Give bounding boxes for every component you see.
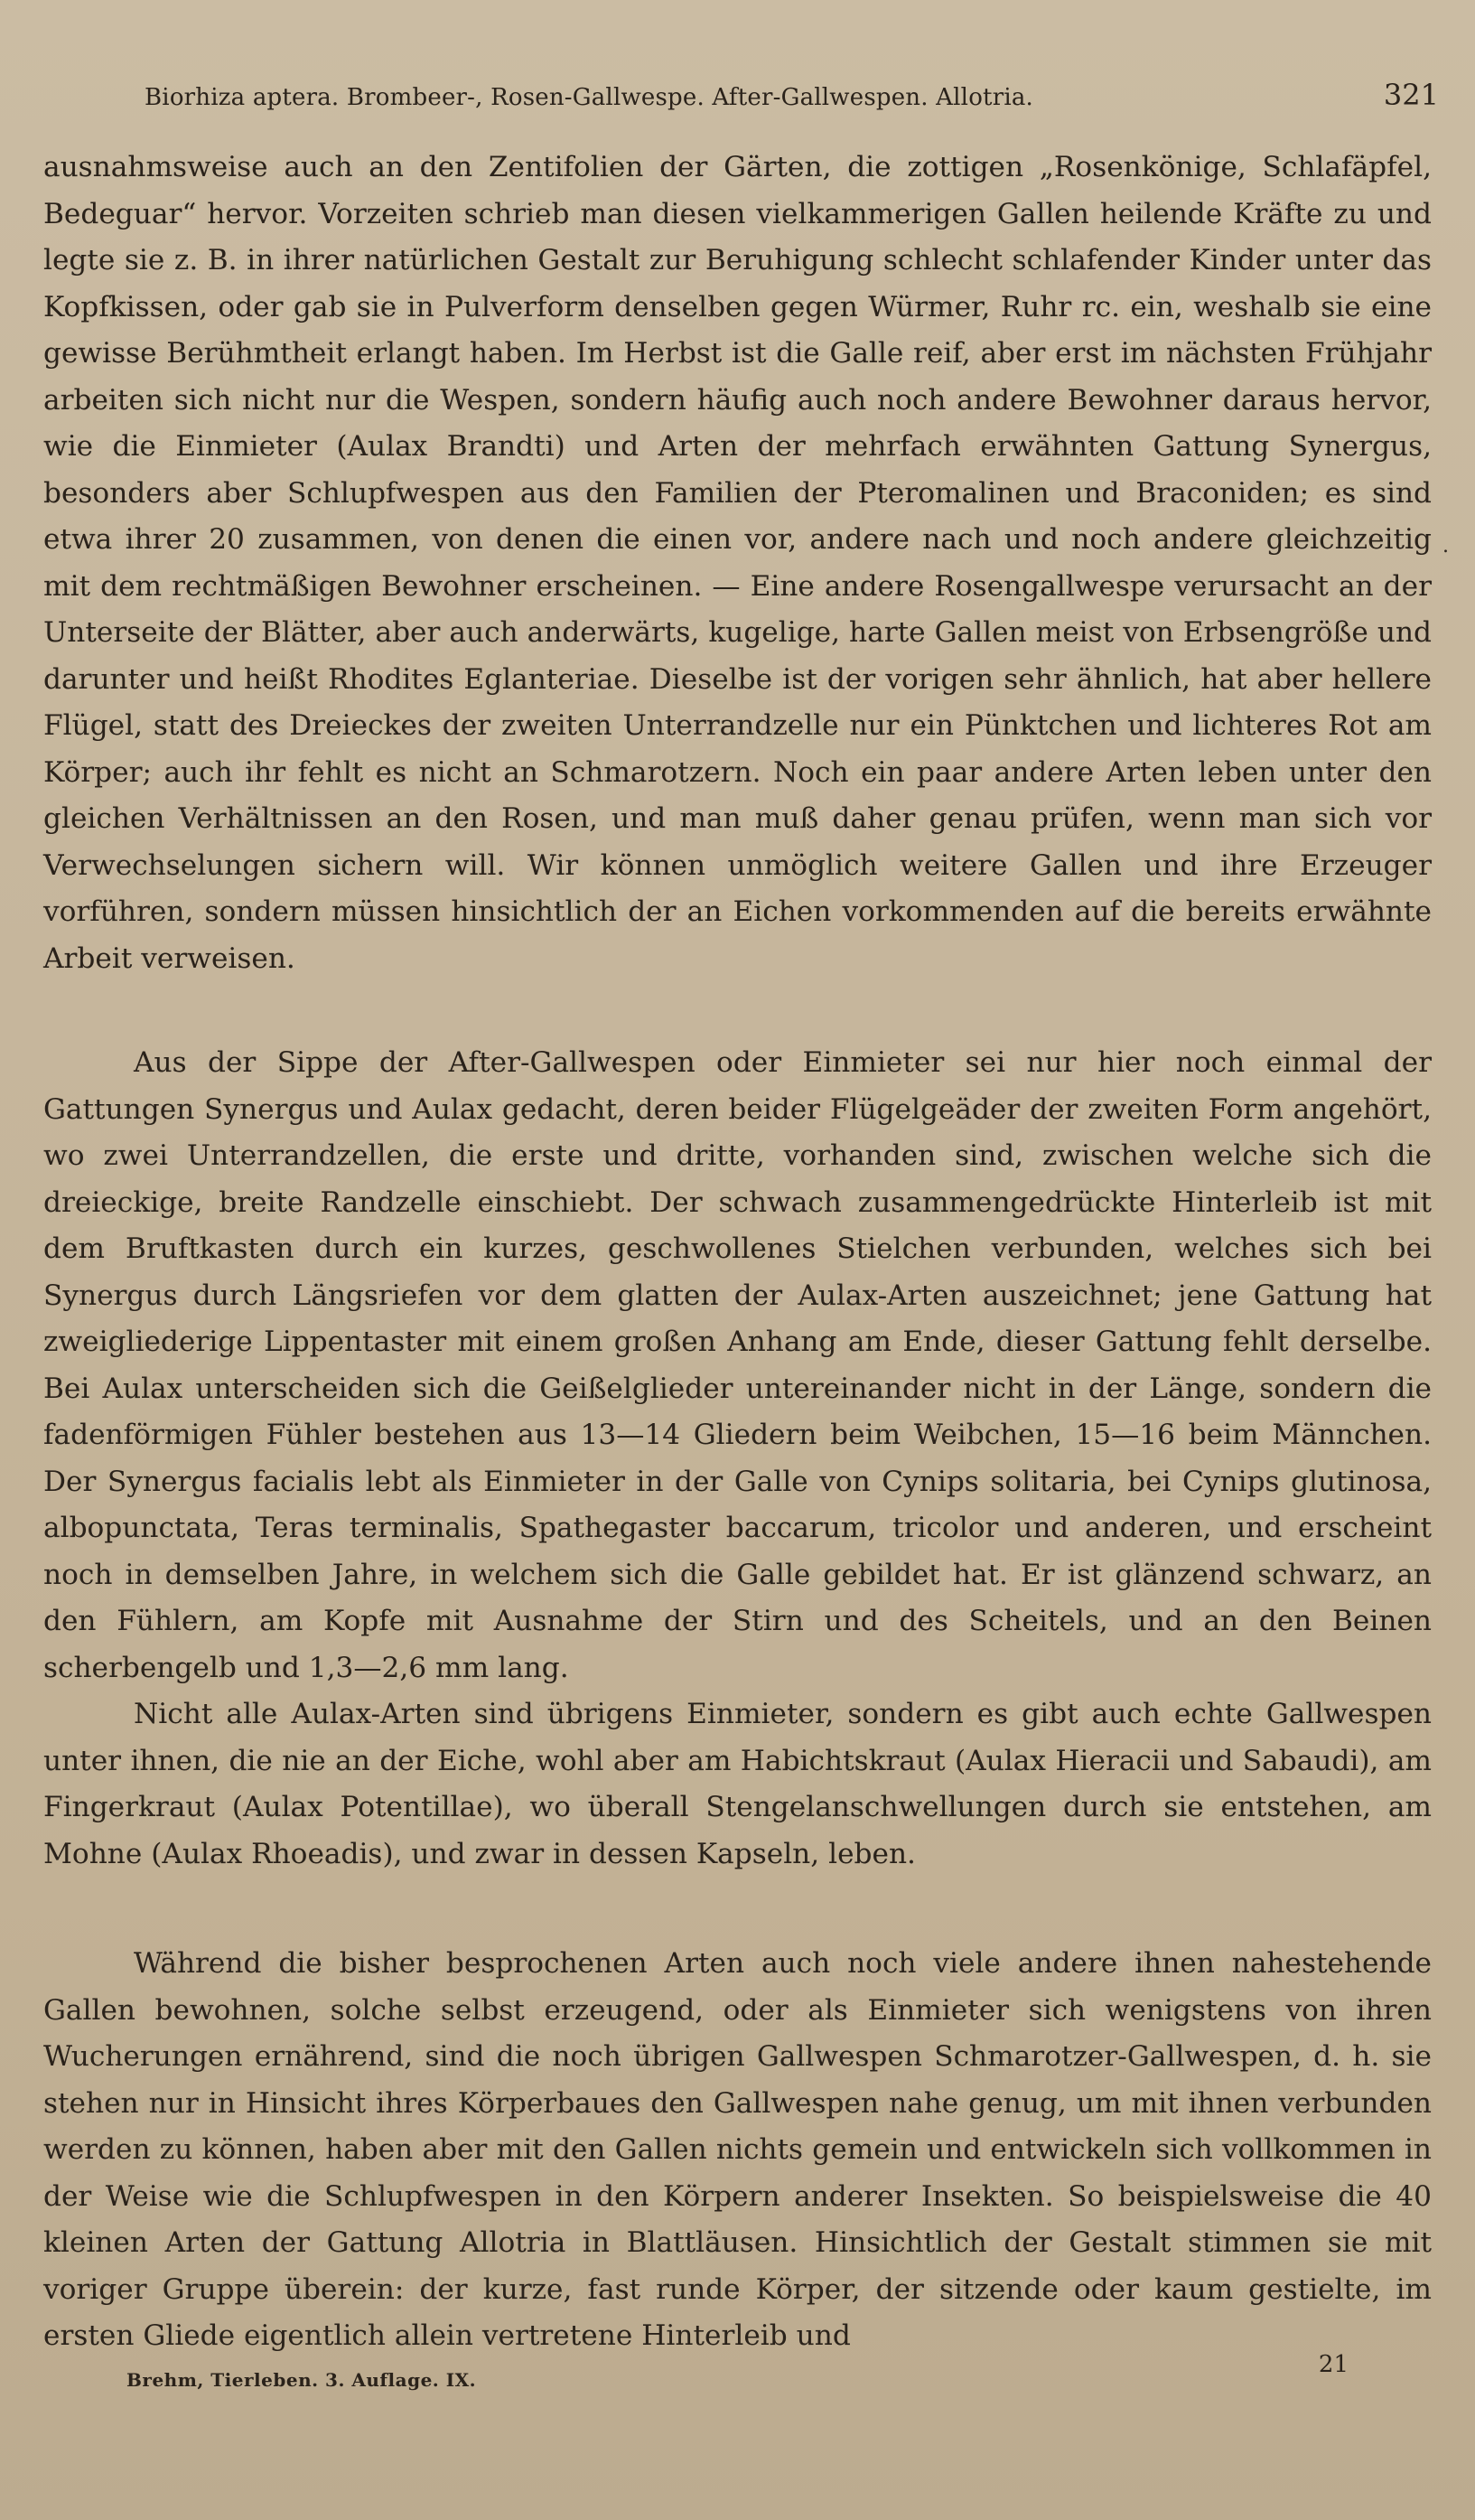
paragraph-aulax-species: Nicht alle Aulax-Arten sind übrigens Einmieter, sondern es gibt auch echte Gallwespen unter ihnen, die nie an der Eiche, wohl aber am Habichtskraut (Aulax Hieracii und Sabaudi), am Fingerkraut (Aulax Potentillae), wo überall Stengelanschwellungen durch sie entstehen, am Mohne (Aulax Rhoeadis), und zwar in dessen Kapseln, leben.	[43, 1698, 1432, 1870]
running-head: Biorhiza aptera. Brombeer-, Rosen-Gallwespe. After-Gallwespen. Allotria.	[145, 84, 1034, 111]
imprint-line: Brehm, Tierleben. 3. Auflage. IX.	[126, 2369, 477, 2391]
paragraph-parasitic-gallwasps: Während die bisher besprochenen Arten auch noch viele andere ihnen nahestehende Gallen bewohnen, solche selbst erzeugend, oder als Einmieter sich wenigstens von ihren Wucherungen ernährend, sind die noch übrigen Gallwespen Schmarotzer-Gallwespen, d. h. sie stehen nur in Hinsicht ihres Körperbaues den Gallwespen nahe genug, um mit ihnen verbunden werden zu können, haben aber mit den Gallen nichts gemein und entwickeln sich vollkommen in der Weise wie die Schlupfwespen in den Körpern anderer Insekten. So beispielsweise die 40 kleinen Arten der Gattung Allotria in Blattläusen. Hinsichtlich der Gestalt stimmen sie mit voriger Gruppe überein: der kurze, fast runde Körper, der sitzende oder kaum gestielte, im ersten Gliede eigentlich allein vertretene Hinterleib und	[43, 1947, 1432, 2352]
stray-mark: .	[1442, 535, 1449, 557]
page-footer	[126, 2351, 1349, 2394]
signature-mark: 21	[1318, 2351, 1349, 2378]
paragraph-inquiline-wasps: Aus der Sippe der After-Gallwespen oder Einmieter sei nur hier noch einmal der Gattungen Synergus und Aulax gedacht, deren beider Flügelgeäder der zweiten Form angehört, wo zwei Unterrandzellen, die erste und dritte, vorhanden sind, zwischen welche sich die dreieckige, breite Randzelle einschiebt. Der schwach zusammengedrückte Hinterleib ist mit dem Bruftkasten durch ein kurzes, geschwollenes Stielchen verbunden, welches sich bei Synergus durch Längsriefen vor dem glatten der Aulax-Arten auszeichnet; jene Gattung hat zweigliederige Lippentaster mit einem großen Anhang am Ende, dieser Gattung fehlt derselbe. Bei Aulax unterscheiden sich die Geißelglieder untereinander nicht in der Länge, sondern die fadenförmigen Fühler bestehen aus 13—14 Gliedern beim Weibchen, 15—16 beim Männchen. Der Synergus facialis lebt als Einmieter in der Galle von Cynips solitaria, bei Cynips glutinosa, albopunctata, Teras terminalis, Spathegaster baccarum, tricolor und anderen, und erscheint noch in demselben Jahre, in welchem sich die Galle gebildet hat. Er ist glänzend schwarz, an den Fühlern, am Kopfe mit Ausnahme der Stirn und des Scheitels, und an den Beinen scherbengelb und 1,3—2,6 mm lang.	[43, 1046, 1432, 1684]
paragraph-rose-galls: ausnahmsweise auch an den Zentifolien der Gärten, die zottigen „Rosenkönige, Schlafäpfel, Bedeguar“ hervor. Vorzeiten schrieb man diesen vielkammerigen Gallen heilende Kräfte zu und legte sie z. B. in ihrer natürlichen Gestalt zur Beruhigung schlecht schlafender Kinder unter das Kopfkissen, oder gab sie in Pulverform denselben gegen Würmer, Ruhr rc. ein, weshalb sie eine gewisse Berühmtheit erlangt haben. Im Herbst ist die Galle reif, aber erst im nächsten Frühjahr arbeiten sich nicht nur die Wespen, sondern häufig auch noch andere Bewohner daraus hervor, wie die Einmieter (Aulax Brandti) und Arten der mehrfach erwähnten Gattung Synergus, besonders aber Schlupfwespen aus den Familien der Pteromalinen und Braconiden; es sind etwa ihrer 20 zusammen, von denen die einen vor, andere nach und noch andere gleichzeitig mit dem rechtmäßigen Bewohner erscheinen. — Eine andere Rosengallwespe verursacht an der Unterseite der Blätter, aber auch anderwärts, kugelige, harte Gallen meist von Erbsengröße und darunter und heißt Rhodites Eglanteriae. Dieselbe ist der vorigen sehr ähnlich, hat aber hellere Flügel, statt des Dreieckes der zweiten Unterrandzelle nur ein Pünktchen und lichteres Rot am Körper; auch ihr fehlt es nicht an Schmarotzern. Noch ein paar andere Arten leben unter den gleichen Verhältnissen an den Rosen, und man muß daher genau prüfen, wenn man sich vor Verwechselungen sichern will. Wir können unmöglich weitere Gallen und ihre Erzeuger vorführen, sondern müssen hinsichtlich der an Eichen vorkommenden auf die bereits erwähnte Arbeit verweisen.	[43, 151, 1432, 975]
page-header	[145, 78, 1439, 119]
body-text	[43, 145, 1432, 2360]
page-number: 321	[1383, 78, 1439, 112]
